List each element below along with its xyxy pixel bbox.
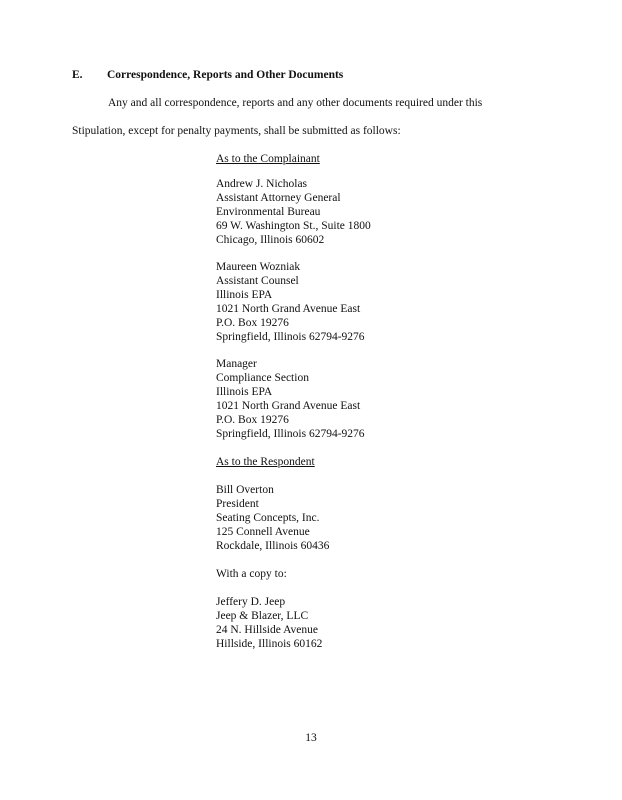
contact-line: P.O. Box 19276 (216, 413, 289, 426)
contact-line: Springfield, Illinois 62794-9276 (216, 427, 365, 440)
contact-line: Andrew J. Nicholas (216, 178, 308, 190)
contact-line: Jeffery D. Jeep (216, 596, 286, 608)
contact-line: 1021 North Grand Avenue East (216, 399, 361, 412)
contact-line: Hillside, Illinois 60162 (216, 637, 323, 650)
contact-line: Assistant Counsel (216, 274, 299, 287)
contact-line: P.O. Box 19276 (216, 316, 289, 329)
intro-line-1: Any and all correspondence, reports and any other documents required under this (108, 97, 483, 109)
contact-line: 1021 North Grand Avenue East (216, 302, 361, 315)
copy-label: With a copy to: (216, 568, 287, 580)
contact-line: Assistant Attorney General (216, 191, 341, 204)
contact-line: Jeep & Blazer, LLC (216, 609, 309, 622)
respondent-heading-block (216, 456, 315, 470)
contact-line: Environmental Bureau (216, 205, 321, 218)
contact-block-assistant-counsel (216, 261, 365, 344)
contact-line: Chicago, Illinois 60602 (216, 233, 325, 246)
contact-block-attorney-general (216, 178, 371, 248)
contact-block-copy (216, 596, 322, 652)
section-title: Correspondence, Reports and Other Documents (107, 69, 344, 81)
section-letter: E. (72, 69, 83, 81)
copy-label-block (216, 568, 287, 582)
contact-line: 24 N. Hillside Avenue (216, 623, 318, 636)
contact-line: Maureen Wozniak (216, 261, 301, 273)
respondent-heading: As to the Respondent (216, 456, 315, 468)
page-number: 13 (305, 732, 317, 744)
contact-line: Seating Concepts, Inc. (216, 511, 320, 524)
contact-line: Bill Overton (216, 484, 274, 496)
contact-line: 125 Connell Avenue (216, 525, 310, 538)
contact-line: Springfield, Illinois 62794-9276 (216, 330, 365, 343)
contact-block-compliance-manager (216, 358, 365, 441)
contact-line: 69 W. Washington St., Suite 1800 (216, 219, 371, 232)
contact-line: Manager (216, 358, 257, 370)
contact-line: Compliance Section (216, 371, 309, 384)
intro-line-2: Stipulation, except for penalty payments, shall be submitted as follows: (72, 125, 401, 137)
complainant-heading: As to the Complainant (216, 153, 320, 165)
contact-line: Illinois EPA (216, 385, 273, 398)
section-heading (72, 69, 343, 81)
contact-block-respondent (216, 484, 329, 554)
complainant-heading-block (216, 153, 320, 167)
contact-line: Rockdale, Illinois 60436 (216, 539, 330, 552)
contact-line: Illinois EPA (216, 288, 273, 301)
contact-line: President (216, 497, 259, 510)
